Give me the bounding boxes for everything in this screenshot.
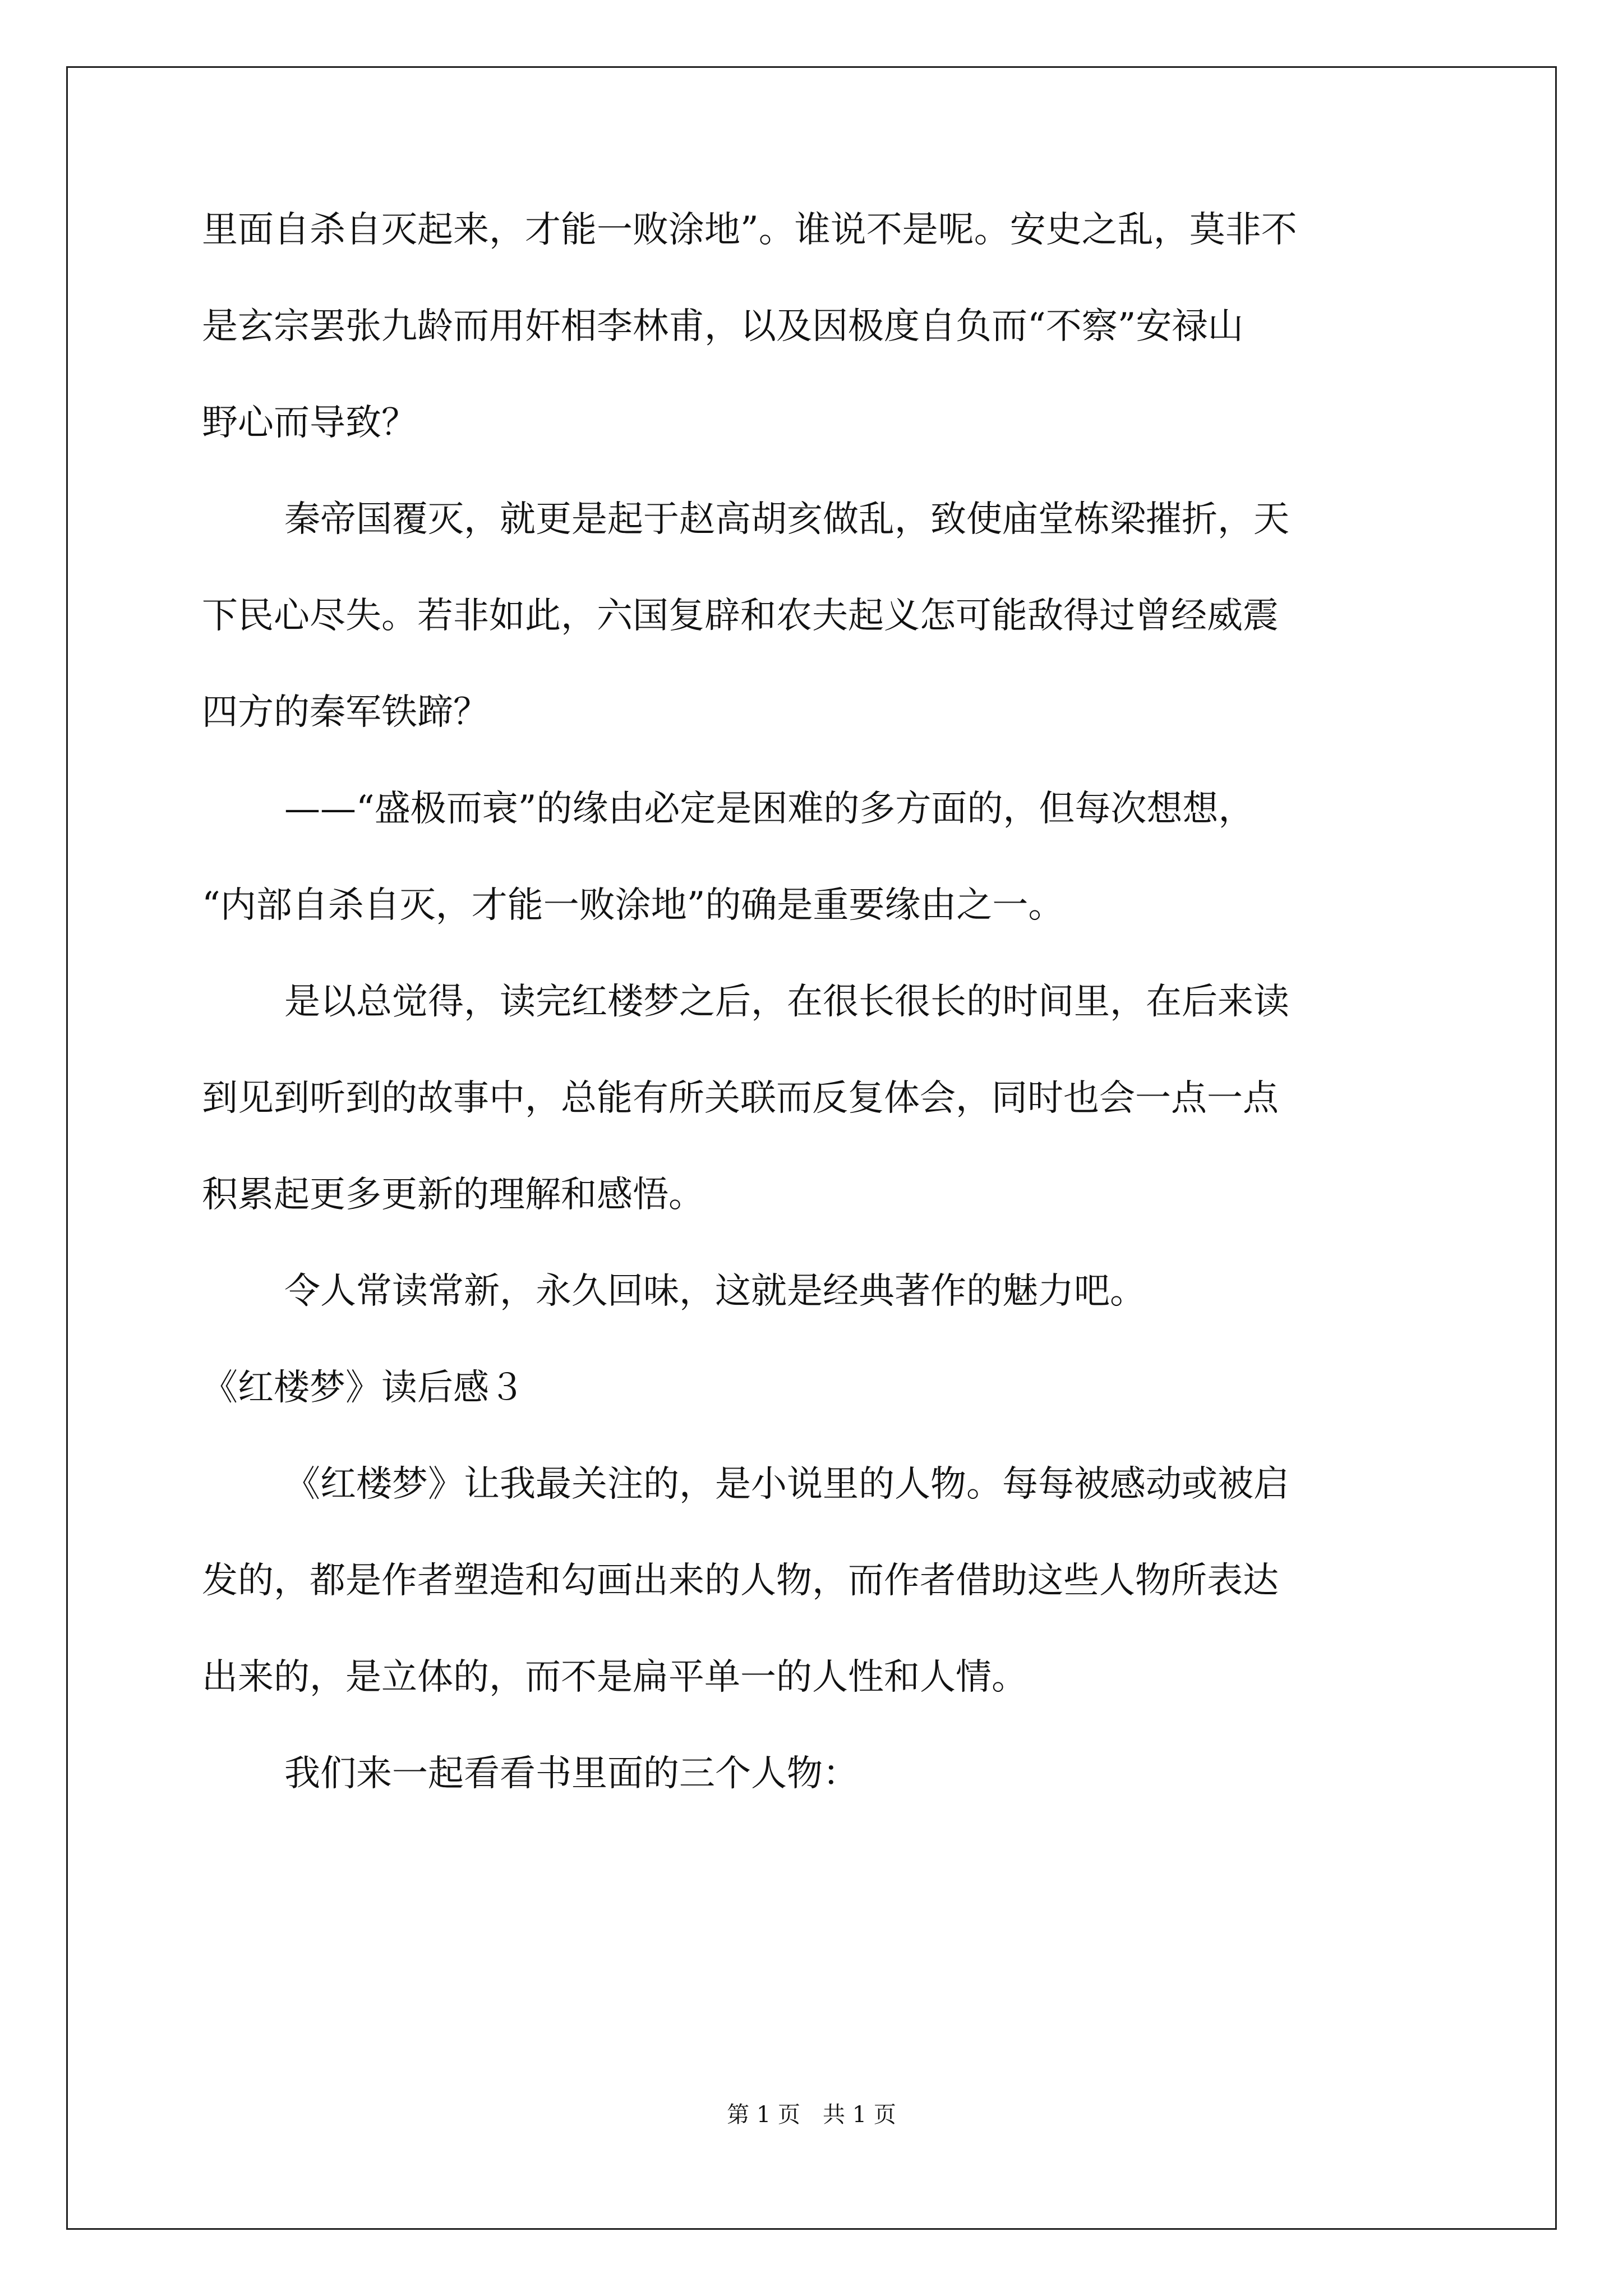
page-number-footer: 第 1 页 共 1 页	[727, 2102, 896, 2128]
text-line: “内部自杀自灭，才能一败涂地”的确是重要缘由之一。	[202, 885, 1064, 926]
text-line: 野心而导致？	[202, 402, 417, 444]
text-line: 里面自杀自灭起来，才能一败涂地”。谁说不是呢。安史之乱，莫非不	[202, 209, 1297, 251]
paragraph-first-line: 《红楼梦》让我最关注的，是小说里的人物。每每被感动或被启	[284, 1464, 1289, 1505]
paragraph-first-line: ——“盛极而衰”的缘由必定是困难的多方面的，但每次想想，	[284, 788, 1255, 830]
paragraph-first-line: 令人常读常新，永久回味，这就是经典著作的魅力吧。	[284, 1271, 1146, 1312]
text-line: 积累起更多更新的理解和感悟。	[202, 1174, 704, 1216]
text-line: 发的，都是作者塑造和勾画出来的人物，而作者借助这些人物所表达	[202, 1560, 1279, 1602]
text-line: 出来的，是立体的，而不是扁平单一的人性和人情。	[202, 1657, 1027, 1698]
page-border	[66, 66, 1557, 2230]
text-line: 下民心尽失。若非如此，六国复辟和农夫起义怎可能敌得过曾经威震	[202, 595, 1279, 637]
text-line: 是玄宗罢张九龄而用奸相李林甫，以及因极度自负而“不察”安禄山	[202, 306, 1244, 347]
paragraph-first-line: 秦帝国覆灭，就更是起于赵高胡亥做乱，致使庙堂栋梁摧折，天	[284, 499, 1289, 540]
paragraph-first-line: 是以总觉得，读完红楼梦之后，在很长很长的时间里，在后来读	[284, 981, 1289, 1023]
text-line: 四方的秦军铁蹄？	[202, 692, 489, 733]
paragraph-first-line: 我们来一起看看书里面的三个人物：	[284, 1753, 859, 1795]
text-line: 到见到听到的故事中，总能有所关联而反复体会，同时也会一点一点	[202, 1078, 1279, 1119]
section-heading: 《红楼梦》读后感３	[202, 1367, 525, 1409]
